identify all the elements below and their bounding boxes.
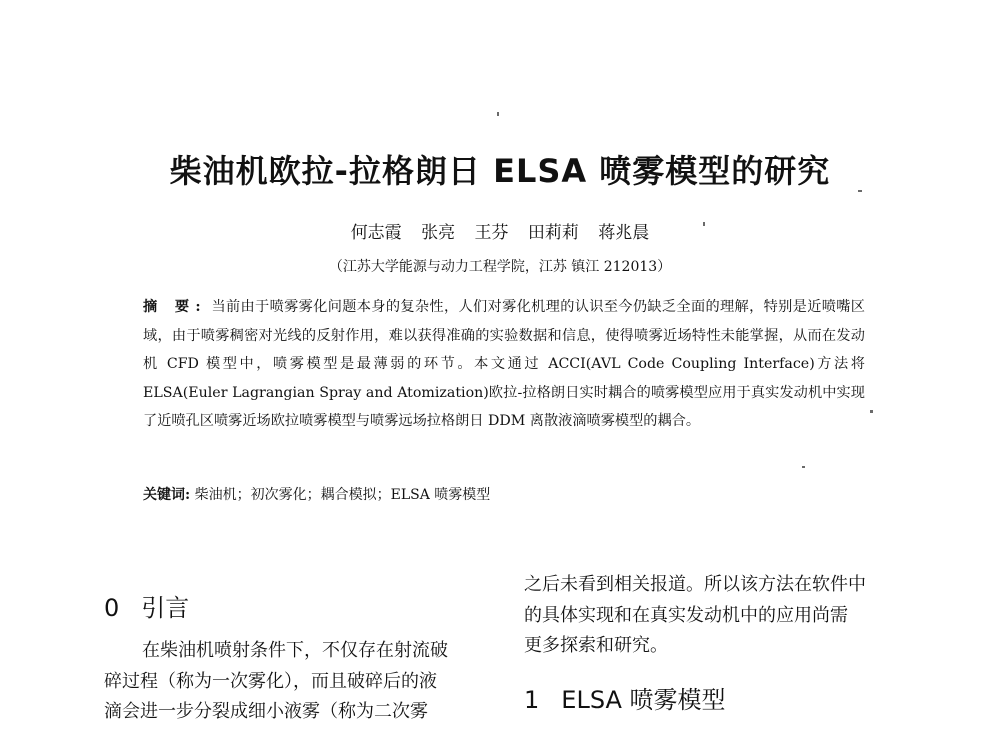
text-line: 碎过程（称为一次雾化），而且破碎后的液: [104, 670, 437, 692]
left-column-text: [104, 636, 448, 728]
author-list: 何志霞 张亮 王芬 田莉莉 蒋兆晨: [350, 223, 650, 243]
section-title: 引言: [141, 594, 190, 622]
section-heading-intro: [104, 588, 189, 623]
right-column-text: [524, 570, 866, 662]
scan-speck: [497, 112, 499, 116]
abstract-text: 当前由于喷雾雾化问题本身的复杂性，人们对雾化机理的认识至今仍缺乏全面的理解，特别是近喷嘴区域，由于喷雾稠密对光线的反射作用，难以获得准确的实验数据和信息，使得喷雾近场特性未能掌握，从而在发动机 CFD 模型中，喷雾模型是最薄弱的环节。本文通过 ACCI(AVL Code Coupling Interface)方法将 ELSA(Euler Lagrangian Spray and Atomization)欧拉-拉格朗日实时耦合的喷雾模型应用于真实发动机中实现了近喷孔区喷雾近场欧拉喷雾模型与喷雾远场拉格朗日 DDM 离散液滴喷雾模型的耦合。: [143, 299, 865, 429]
scan-speck: [870, 410, 873, 413]
keywords-text: 柴油机；初次雾化；耦合模拟；ELSA 喷雾模型: [194, 487, 491, 503]
section-number: 0: [104, 594, 120, 622]
section-heading-elsa: [524, 680, 726, 715]
keywords: [143, 484, 865, 504]
abstract: [143, 293, 865, 436]
abstract-label: 摘 要:: [143, 299, 207, 315]
paper-title: 柴油机欧拉-拉格朗日 ELSA 喷雾模型的研究: [169, 152, 831, 190]
text-line: 之后未看到相关报道。所以该方法在软件中: [524, 574, 866, 595]
text-line: 滴会进一步分裂成细小液雾（称为二次雾: [104, 701, 428, 722]
affiliation: （江苏大学能源与动力工程学院，江苏 镇江 212013）: [328, 259, 672, 275]
keywords-label: 关键词:: [143, 487, 191, 503]
text-line: 更多探索和研究。: [524, 635, 668, 656]
scan-speck: [802, 466, 805, 468]
text-line: 的具体实现和在真实发动机中的应用尚需: [524, 604, 848, 626]
text-line: 在柴油机喷射条件下，不仅存在射流破: [142, 640, 448, 661]
section-number: 1: [524, 686, 540, 714]
section-title: ELSA 喷雾模型: [561, 686, 726, 714]
